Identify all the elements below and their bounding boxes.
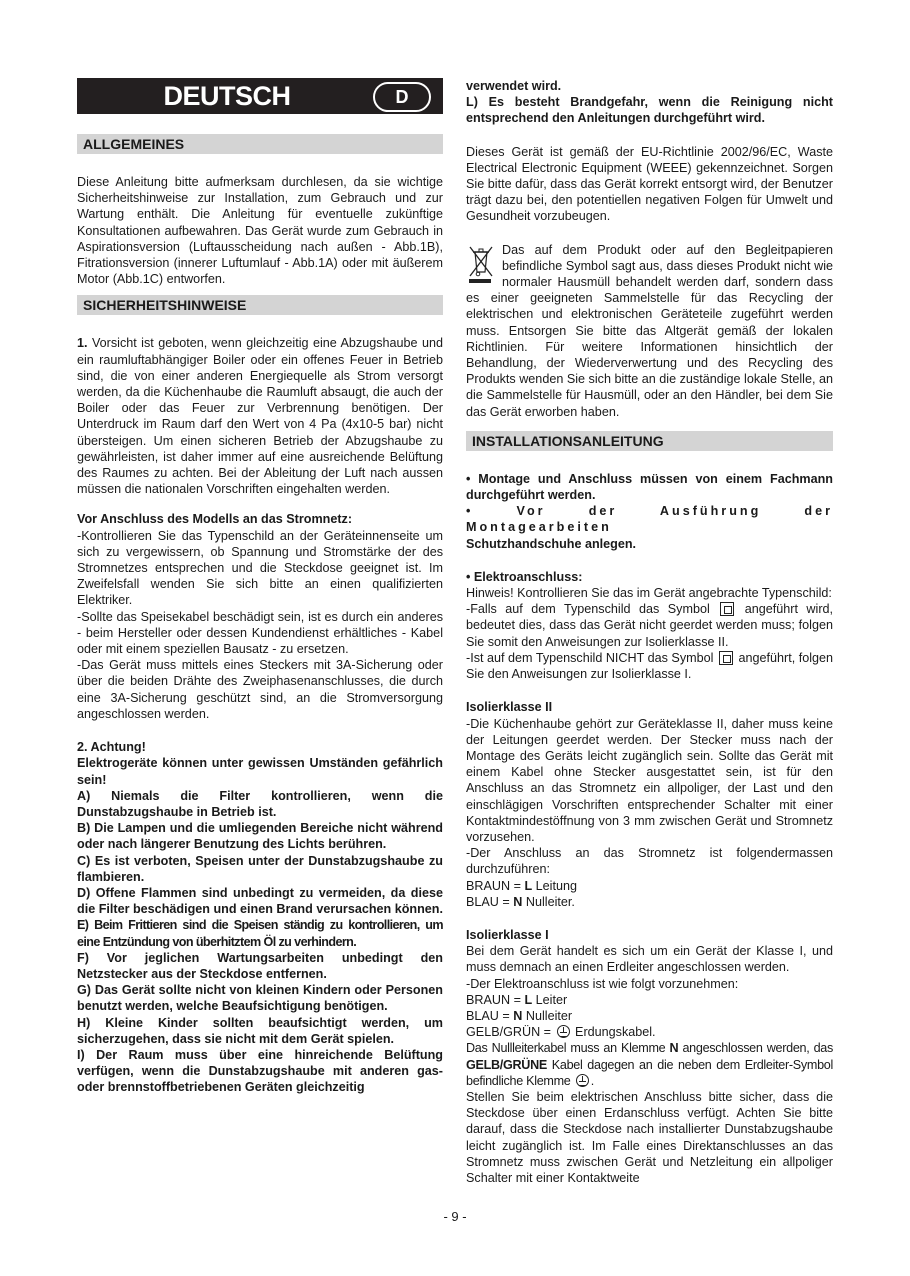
wire-label: BLAU = [466,894,514,909]
installation-notes [466,471,833,552]
class-ii-text-a: -Die Küchenhaube gehört zur Geräteklasse II, daher muss keine der Leitungen geerdet werden. Der Stecker muss nach der Montage des Geräts leicht zugänglich sein. Sollte das Gerät mit einem Kabel ohne Stecker ausgestattet sein, ist für den Anschluss an das Stromnetz ein allpoliger, der Last und den einschlägigen Vorschriften entsprechender Schalter mit einer Kontaktmindestöffnung von 3 mm zwischen Gerät und Stromnetz vorzusehen. [466,716,833,844]
right-column [466,78,833,1186]
class-ii-symbol-icon [720,602,734,616]
ground-symbol-icon [557,1025,570,1038]
wire-role: Leitung [532,878,577,893]
warning-h: H) Kleine Kinder sollten beaufsichtigt werden, um sicherzugehen, dass sie nicht mit dem Gerät spielen. [77,1015,443,1046]
warning-intro: Elektrogeräte können unter gewissen Umständen gefährlich sein! [77,756,443,787]
warning-g: G) Das Gerät sollte nicht von kleinen Kindern oder Personen benutzt werden, welche Beaufsichtigung benötigen. [77,983,443,1014]
warning-b: B) Die Lampen und die umliegenden Bereiche nicht während oder nach längerer Benutzung des Lichts berühren. [77,821,443,852]
warning-i: I) Der Raum muss über eine hinreichende Belüftung verfügen, wenn die Dunstabzugshaube mit anderen gas- oder brennstoffbetriebenen Geräten gleichzeitig [77,1047,443,1095]
language-title: DEUTSCH [163,81,291,111]
power-connection-b: -Sollte das Speisekabel beschädigt sein, ist es durch ein anderes - beim Hersteller oder dessen Kundendienst erhältliches - Kabel oder mit einem speziellen Bausatz - zu ersetzen. [77,609,443,657]
class-i-heading: Isolierklasse I [466,927,549,942]
weee-paragraph-1: Dieses Gerät ist gemäß der EU-Richtlinie 2002/96/EC, Waste Electrical Electronic Equipment (WEEE) gekennzeichnet. Sorgen Sie bitte dafür, dass das Gerät korrekt entsorgt wird, der Benutzer trägt dazu bei, den potentiellen negativen Folgen für Umwelt und Gesundheit vorzubeugen. [466,144,833,224]
electrical-note-3 [466,650,833,682]
weee-paragraph-2 [466,242,833,420]
wire-role: Nulleiter [522,1008,573,1023]
wire-label: GELB/GRÜN = [466,1025,555,1040]
power-connection-c: -Das Gerät muss mittels eines Steckers mit 3A-Sicherung oder über die beiden Drähte des Zweiphasenanschlusses, die durch eine 3A-Sicherung geschützt sind, an die Stromversorgung angeschlossen werden. [77,658,443,721]
wire-label: BLAU = [466,1008,514,1023]
wire-role: Nulleiter. [522,894,575,909]
left-column [77,78,443,1096]
electrical-note-3-start: -Ist auf dem Typenschild NICHT das Symbol [466,650,714,665]
terminal-letter: L [524,878,533,893]
warning-i-continued: verwendet wird. [466,79,562,93]
text-run: angeschlossen werden, das [678,1041,833,1056]
class-i-text-d: Stellen Sie beim elektrischen Anschluss bitte sicher, dass die Steckdose über einen Erdanschluss verfügt. Achten Sie bitte darauf, dass die Steckdose nach installierter Dunstabzugshaube leicht zugänglich ist. Im Falle eines Direktanschlusses an das Stromnetz muss zwischen Gerät und Netzleitung ein allpoliger Schalter mit einer Kontaktweite [466,1089,833,1185]
class-i-brown [466,992,833,1008]
ground-symbol-icon [576,1074,589,1087]
terminal-letter: N [513,894,523,909]
wire-role: Erdungskabel. [571,1025,656,1040]
terminal-letter: N [669,1041,679,1056]
electrical-note-3-end: angeführt, folgen Sie den Anweisungen zur Isolierklasse I. [466,650,834,682]
warning-c: C) Es ist verboten, Speisen unter der Dunstabzugshaube zu flambieren. [77,853,443,884]
warning-l: L) Es besteht Brandgefahr, wenn die Reinigung nicht entsprechend den Anleitungen durchgeführt wird. [466,95,833,126]
warning-f: F) Vor jeglichen Wartungsarbeiten unbedingt den Netzstecker aus der Steckdose entfernen. [77,950,443,981]
terminal-letter: L [524,992,533,1007]
electrical-note-2-end: angeführt wird, bedeutet dies, dass das Gerät nicht geerdet werden muss; folgen Sie somit den Anweisungen zur Isolierklasse II. [466,602,834,649]
installation-note-1: • Montage und Anschluss müssen von einem Fachmann durchgeführt werden. [466,471,833,503]
wire-label: BRAUN = [466,992,525,1007]
text-run: Kabel dagegen an die neben dem Erdleiter-Symbol befindliche Klemme [466,1057,833,1088]
wire-color: GELB/GRÜNE [466,1057,547,1072]
page-number: - 9 - [443,1209,467,1224]
class-ii-brown [466,878,833,894]
warnings-continued [466,78,833,127]
section-heading-sicherheitshinweise: SICHERHEITSHINWEISE [77,295,443,315]
warning-e: E) Beim Frittieren sind die Speisen ständig zu kontrollieren, um eine Entzündung von überhitztem Öl zu verhindern. [77,918,443,949]
class-i-text-c [466,1040,833,1089]
terminal-letter: N [513,1008,523,1023]
power-connection-heading: Vor Anschluss des Modells an das Stromnetz: [77,512,353,527]
wire-role: Leiter [532,992,568,1007]
section-heading-allgemeines: ALLGEMEINES [77,134,443,154]
section-heading-installationsanleitung: INSTALLATIONSANLEITUNG [466,431,833,451]
electrical-heading: • Elektroanschluss: [466,569,583,584]
general-paragraph: Diese Anleitung bitte aufmerksam durchlesen, da sie wichtige Sicherheitshinweise zur Installation, zum Gebrauch und zur Wartung enthält. Die Anleitung für eventuelle zukünftige Konsultationen aufbewahren. Das Gerät wurde zum Gebrauch in Aspirationsversion (Luftausscheidung nach außen - Abb.1B), Fitrationsversion (innerer Luftumlauf - Abb.1A) oder mit äußerem Motor (Abb.1C) entworfen. [77,175,443,287]
safety-paragraph-1 [77,335,443,497]
text-run: Das Nullleiterkabel muss an Klemme [466,1041,670,1056]
class-ii-blue [466,894,833,910]
text-run: . [590,1073,594,1088]
class-ii-heading: Isolierklasse II [466,700,553,715]
warning-d: D) Offene Flammen sind unbedingt zu vermeiden, da diese die Filter beschädigen und einen Brand verursachen können. [77,885,443,917]
crossed-bin-icon [466,244,496,284]
warning-heading: 2. Achtung! [77,740,146,755]
class-i-text-b: -Der Elektroanschluss ist wie folgt vorzunehmen: [466,976,739,991]
safety-paragraph-1-text: Vorsicht ist geboten, wenn gleichzeitig eine Abzugshaube und ein raumluftabhängiger Boiler oder ein offenes Feuer in Betrieb sind, die von einer anderen Energiequelle als Strom versorgt werden, da die Küchenhaube die Raumluft absaugt, die auch der Boiler oder das Feuer zur Verbrennung benötigen. Der Unterdruck im Raum darf den Wert von 4 Pa (4x10-5 bar) nicht übersteigen. Um einen sicheren Betrieb der Abzugshaube zu gewährleisten, ist daher immer auf eine ausreichende Belüftung des Raumes zu achten. Bei der Ableitung der Luft nach aussen müssen die nationalen Vorschriften eingehalten werden. [77,336,443,497]
wire-label: BRAUN = [466,878,525,893]
language-badge: D [373,82,431,112]
installation-note-2b: Schutzhandschuhe anlegen. [466,536,637,551]
warnings-block [77,739,443,1095]
language-banner [77,78,443,114]
class-ii-text-b: -Der Anschluss an das Stromnetz ist folgendermassen durchzuführen: [466,846,833,877]
class-i-ground [466,1024,833,1040]
electrical-note-2-start: -Falls auf dem Typenschild das Symbol [466,602,710,617]
electrical-note-2 [466,601,833,650]
weee-paragraph-2-text: Das auf dem Produkt oder auf den Begleitpapieren befindliche Symbol sagt aus, dass dieses Produkt nicht wie normaler Hausmüll behandelt werden darf, sondern dass es einer geeigneten Sammelstelle für das Recycling der elektrischen und elektronischen Geräteteile zugeführt werden muss. Entsorgen Sie bitte das Altgerät gemäß der lokalen Richtlinien. Für weitere Informationen hinsichtlich der Behandlung, der Wiederverwertung und des Recycling des Produkts wenden Sie sich bitte an die zuständige lokale Stelle, an die Sammelstelle für Hausmüll, oder an den Händler, bei dem Sie das Gerät erworben haben. [466,242,833,419]
class-i-text-a: Bei dem Gerät handelt es sich um ein Gerät der Klasse I, und muss demnach an einen Erdleiter angeschlossen werden. [466,944,833,975]
warning-a: A) Niemals die Filter kontrollieren, wenn die Dunstabzugshaube in Betrieb ist. [77,788,443,819]
item-number: 1. [77,336,88,351]
class-ii-symbol-icon [719,651,733,665]
electrical-note-1: Hinweis! Kontrollieren Sie das im Gerät angebrachte Typenschild: [466,586,832,601]
power-connection-a: -Kontrollieren Sie das Typenschild an der Geräteinnenseite um sich zu vergewissern, ob Spannung und Stromstärke der des Stromnetzes entsprechen und die Steckdose geeignet ist. Im Zweifelsfall wenden Sie sich bitte an einen qualifizierten Elektriker. [77,528,443,608]
installation-note-2a: • Vor der Ausführung der Montagearbeiten [466,504,833,535]
class-i-blue [466,1008,833,1024]
